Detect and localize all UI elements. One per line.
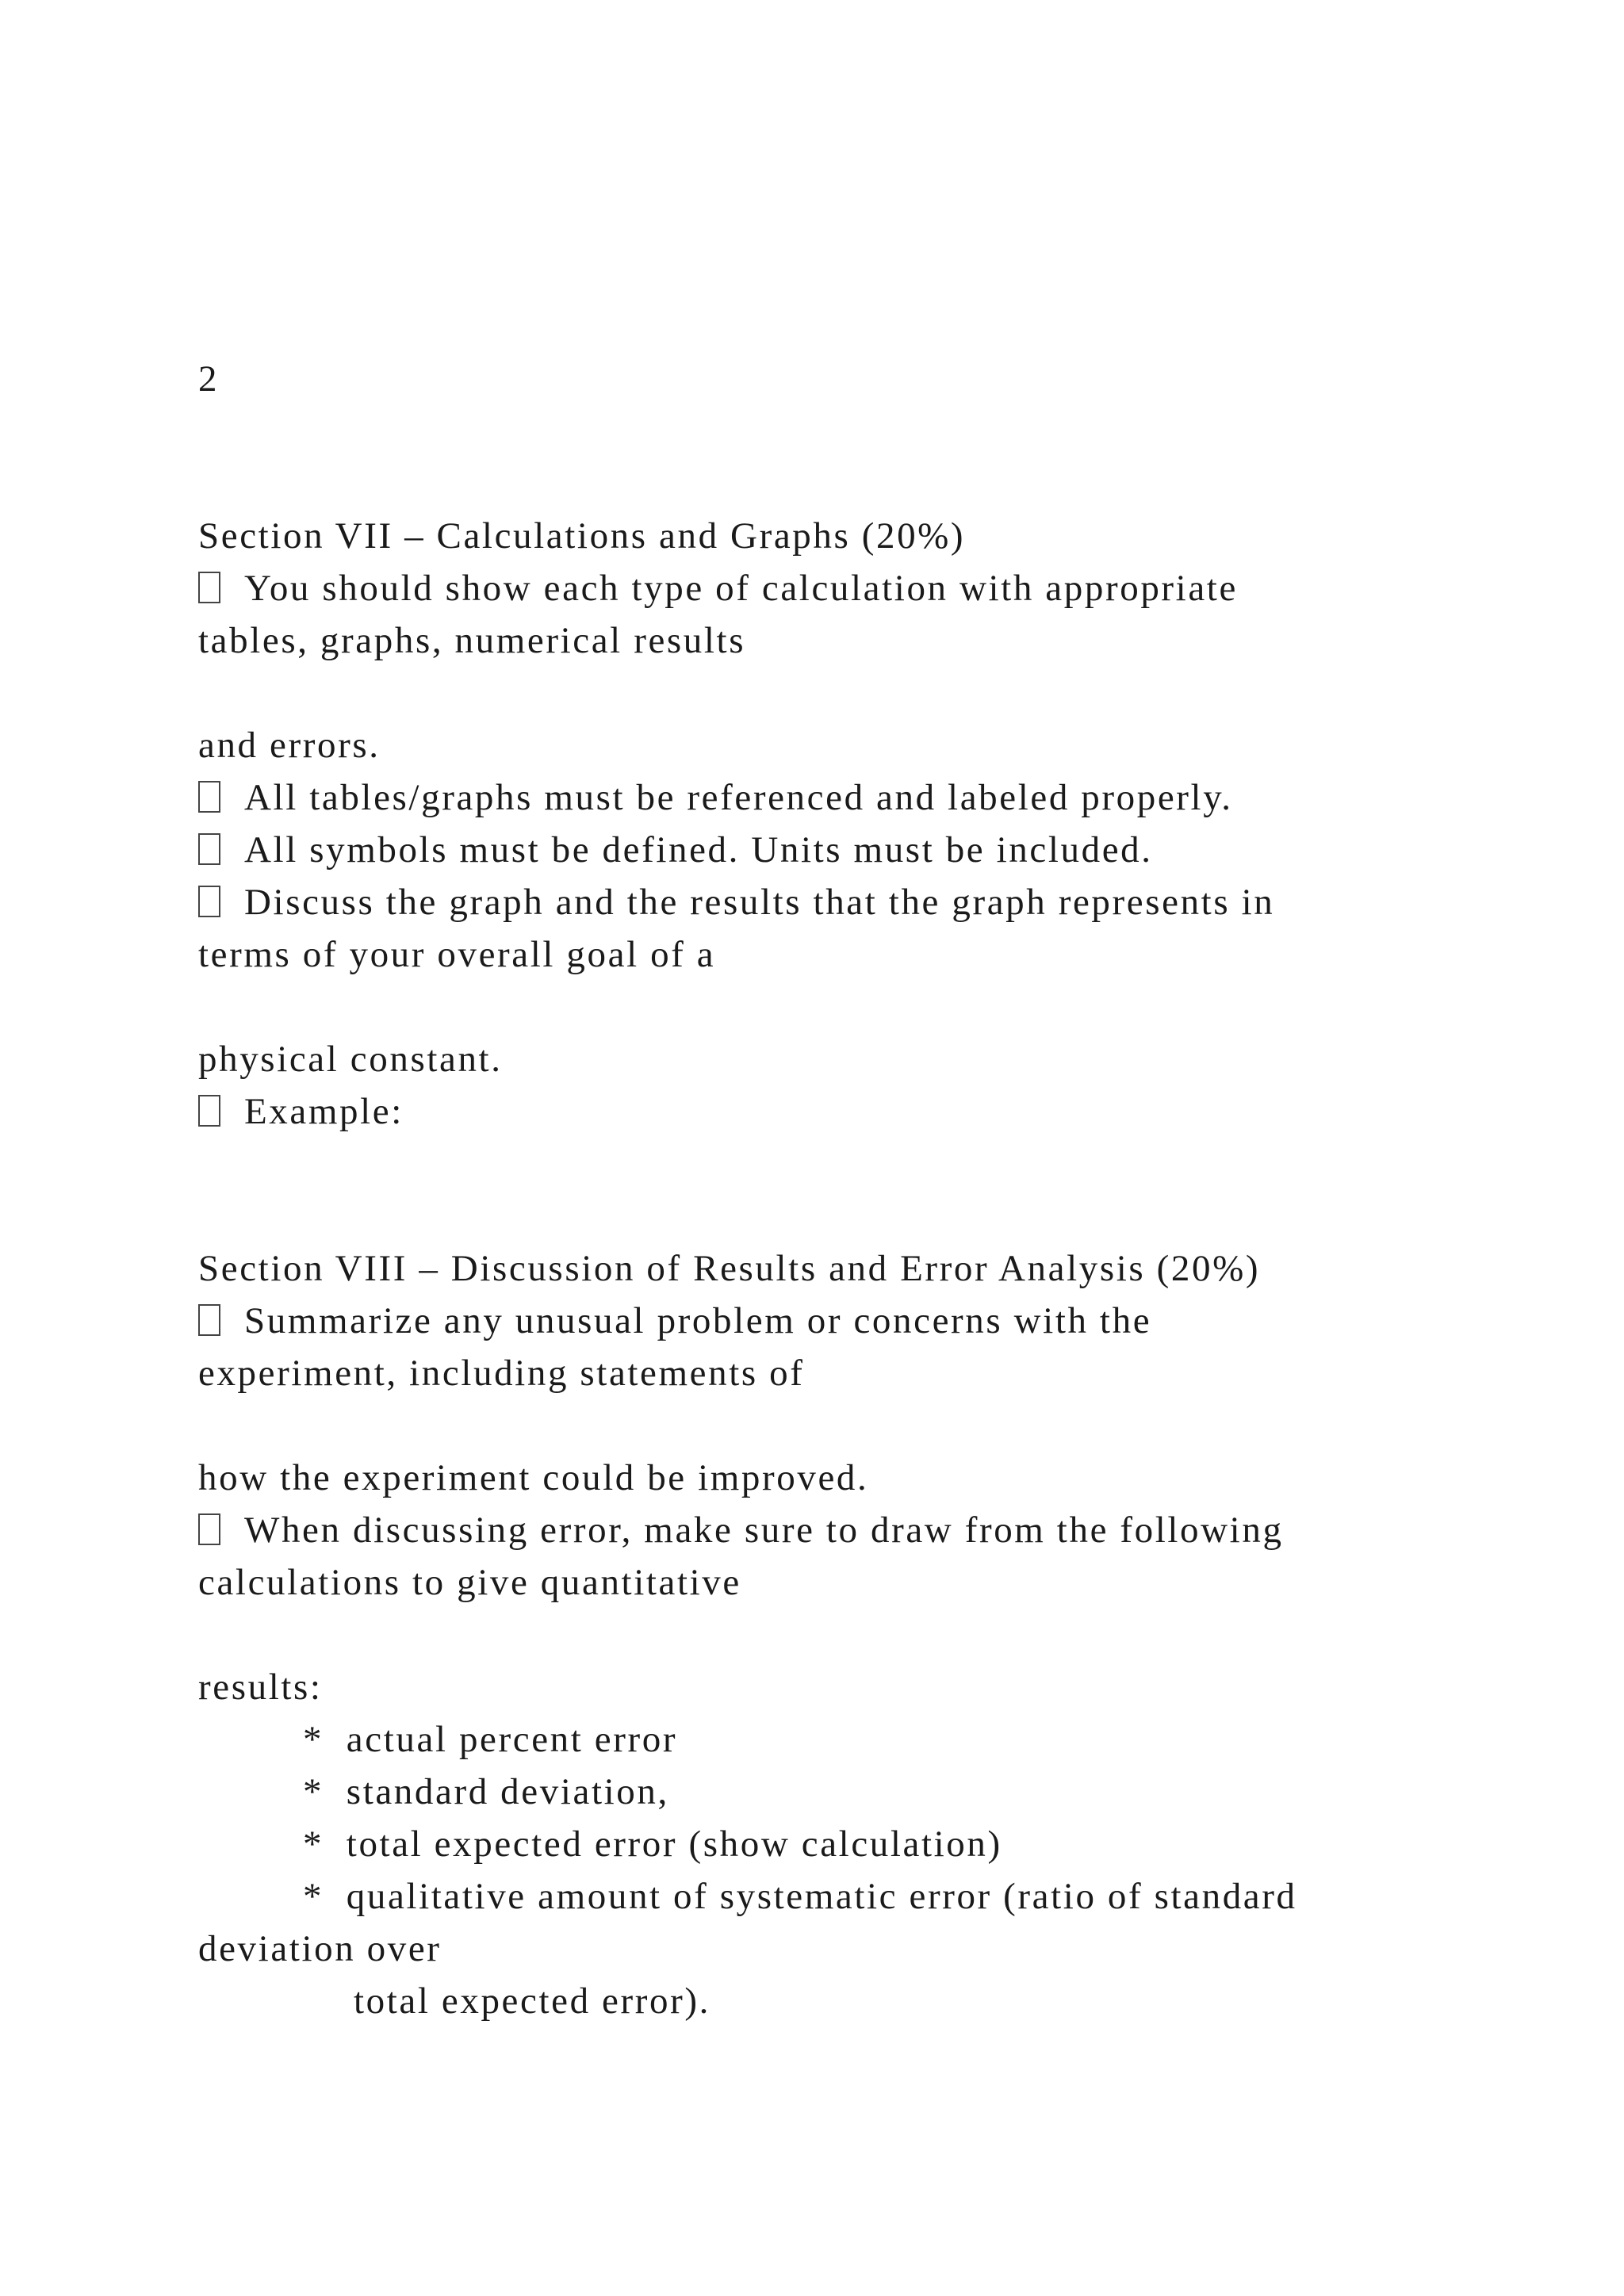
bullet-text: Example: [244,1091,404,1132]
bullet-discussing-error [198,1506,1284,1554]
bullet-continuation: terms of your overall goal of a [198,934,716,975]
bullet-text: All tables/graphs must be referenced and labeled properly. [244,777,1233,818]
bullet-summarize-problems [198,1297,1151,1345]
bullet-continuation: experiment, including statements of [198,1353,805,1394]
bullet-text: You should show each type of calculation with appropriate [244,568,1238,609]
bullet-glyph-icon [198,1513,220,1545]
bullet-glyph-icon [198,1304,220,1336]
bullet-symbols-defined [198,826,1153,874]
bullet-continuation: physical constant. [198,1039,503,1080]
list-item: * qualitative amount of systematic error (ratio of standard [303,1876,1297,1917]
list-item-continuation: total expected error). [354,1980,710,2022]
bullet-continuation: and errors. [198,725,381,766]
section-viii-heading: Section VIII – Discussion of Results and Error Analysis (20%) [198,1248,1261,1289]
list-item-continuation: deviation over [198,1928,442,1969]
bullet-discuss-graph [198,878,1274,926]
bullet-tables-referenced [198,774,1233,821]
bullet-continuation: tables, graphs, numerical results [198,620,746,661]
bullet-glyph-icon [198,833,220,865]
bullet-text: When discussing error, make sure to draw from the following [244,1510,1284,1551]
list-item: * actual percent error [303,1719,678,1760]
bullet-show-calculations [198,564,1238,612]
bullet-glyph-icon [198,886,220,917]
bullet-glyph-icon [198,781,220,813]
bullet-continuation: results: [198,1667,323,1708]
section-vii-heading: Section VII – Calculations and Graphs (20%) [198,515,966,557]
list-item: * standard deviation, [303,1771,669,1812]
list-item: * total expected error (show calculation) [303,1823,1002,1865]
bullet-continuation: how the experiment could be improved. [198,1457,869,1498]
bullet-continuation: calculations to give quantitative [198,1562,741,1603]
bullet-glyph-icon [198,572,220,603]
bullet-example [198,1088,404,1135]
bullet-text: Discuss the graph and the results that the graph represents in [244,882,1275,923]
page-number: 2 [198,358,220,400]
bullet-text: Summarize any unusual problem or concerns with the [244,1300,1152,1341]
bullet-glyph-icon [198,1095,220,1127]
bullet-text: All symbols must be defined. Units must be included. [244,829,1153,871]
